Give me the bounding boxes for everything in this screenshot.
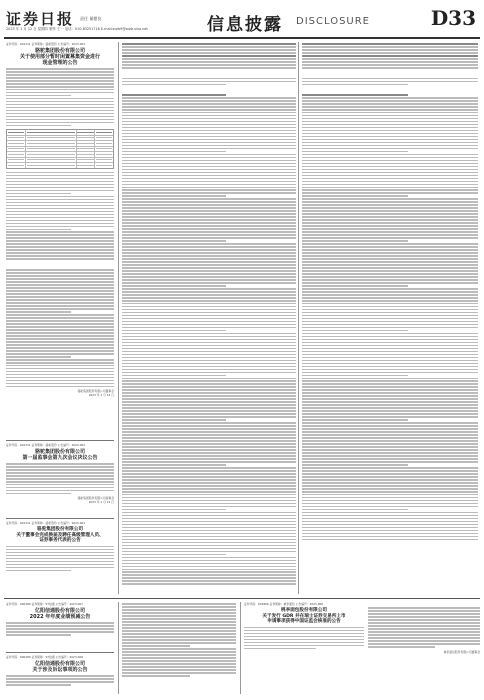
announcement-code: 证券代码：601311 证券简称：骆驼股份 公告编号：2023-001 [6,521,86,525]
signature-supervisors: 骆驼集团股份有限公司监事会 2023 年 1 月 12 日 [77,496,114,505]
announcement-5 [6,652,114,695]
announcement-code: 证券代码：601311 证券简称：骆驼股份 公告编号：2023-003 [6,42,86,46]
announcement-code: 证券代码：600289 证券简称：ST信通 公告编号：2023-007 [6,602,83,606]
announcement-4 [6,602,114,650]
section-title: 信息披露 [207,15,283,35]
announcement-code: 证券代码：601311 证券简称：骆驼股份 公告编号：2023-002 [6,443,86,447]
main-body-col-b [298,42,478,594]
announcement-code: 证券代码：603866 证券简称：桃李面包 公告编号：2023-006 [244,602,324,606]
announcement-3 [6,518,114,595]
announcement-column-left-body [6,268,114,438]
signature-board: 骆驼集团股份有限公司董事会 2023 年 1 月 12 日 [77,389,114,398]
masthead [4,6,480,36]
page-number: D33 [430,6,476,30]
main-body-col-a [118,42,296,594]
announcement-column-left [6,42,114,267]
announcement-2 [6,440,114,516]
announcement-4-body [118,602,236,694]
announcement-title: 骆驼集团股份有限公司 第一届监事会第九次会议决议公告 [22,449,98,461]
bottom-tier-rule [4,598,480,599]
brand-sub: 责任 量德良 [80,16,102,21]
announcement-title: 骆驼集团股份有限公司 关于使用部分暂时闲置募集资金进行 现金管理的公告 [19,48,100,66]
dateline: 2023 年 1 月 12 日 星期四 制作 王一 电话：010-83251716 E-mail:zqrb9@zqrb.sina.net [6,27,148,31]
announcement-code: 证券代码：600289 证券简称：ST信通 公告编号：2023-008 [6,655,83,659]
announcement-title: 亿阳信通股份有限公司 关于涉及诉讼事项的公告 [32,661,88,673]
announcement-title: 亿阳信通股份有限公司 2022 年年度业绩预减公告 [29,608,91,620]
section-title-en: DISCLOSURE [296,16,370,27]
signature-bottom-right: 桃李面包股份有限公司董事会 [443,649,480,654]
announcement-title: 骆驼集团股份有限公司 关于董事会完成换届及聘任高级管理人员、 证券事务代表的公告 [16,527,104,544]
announcement-title: 桃李面包股份有限公司 关于发行 GDR 并在瑞士证券交易所上市 申请事项获得中国证监会核准的公告 [262,608,346,625]
brand-logo: 证券日报 [6,10,75,28]
header-rule [4,37,480,39]
funds-table [6,129,114,169]
announcement-6 [240,602,480,694]
